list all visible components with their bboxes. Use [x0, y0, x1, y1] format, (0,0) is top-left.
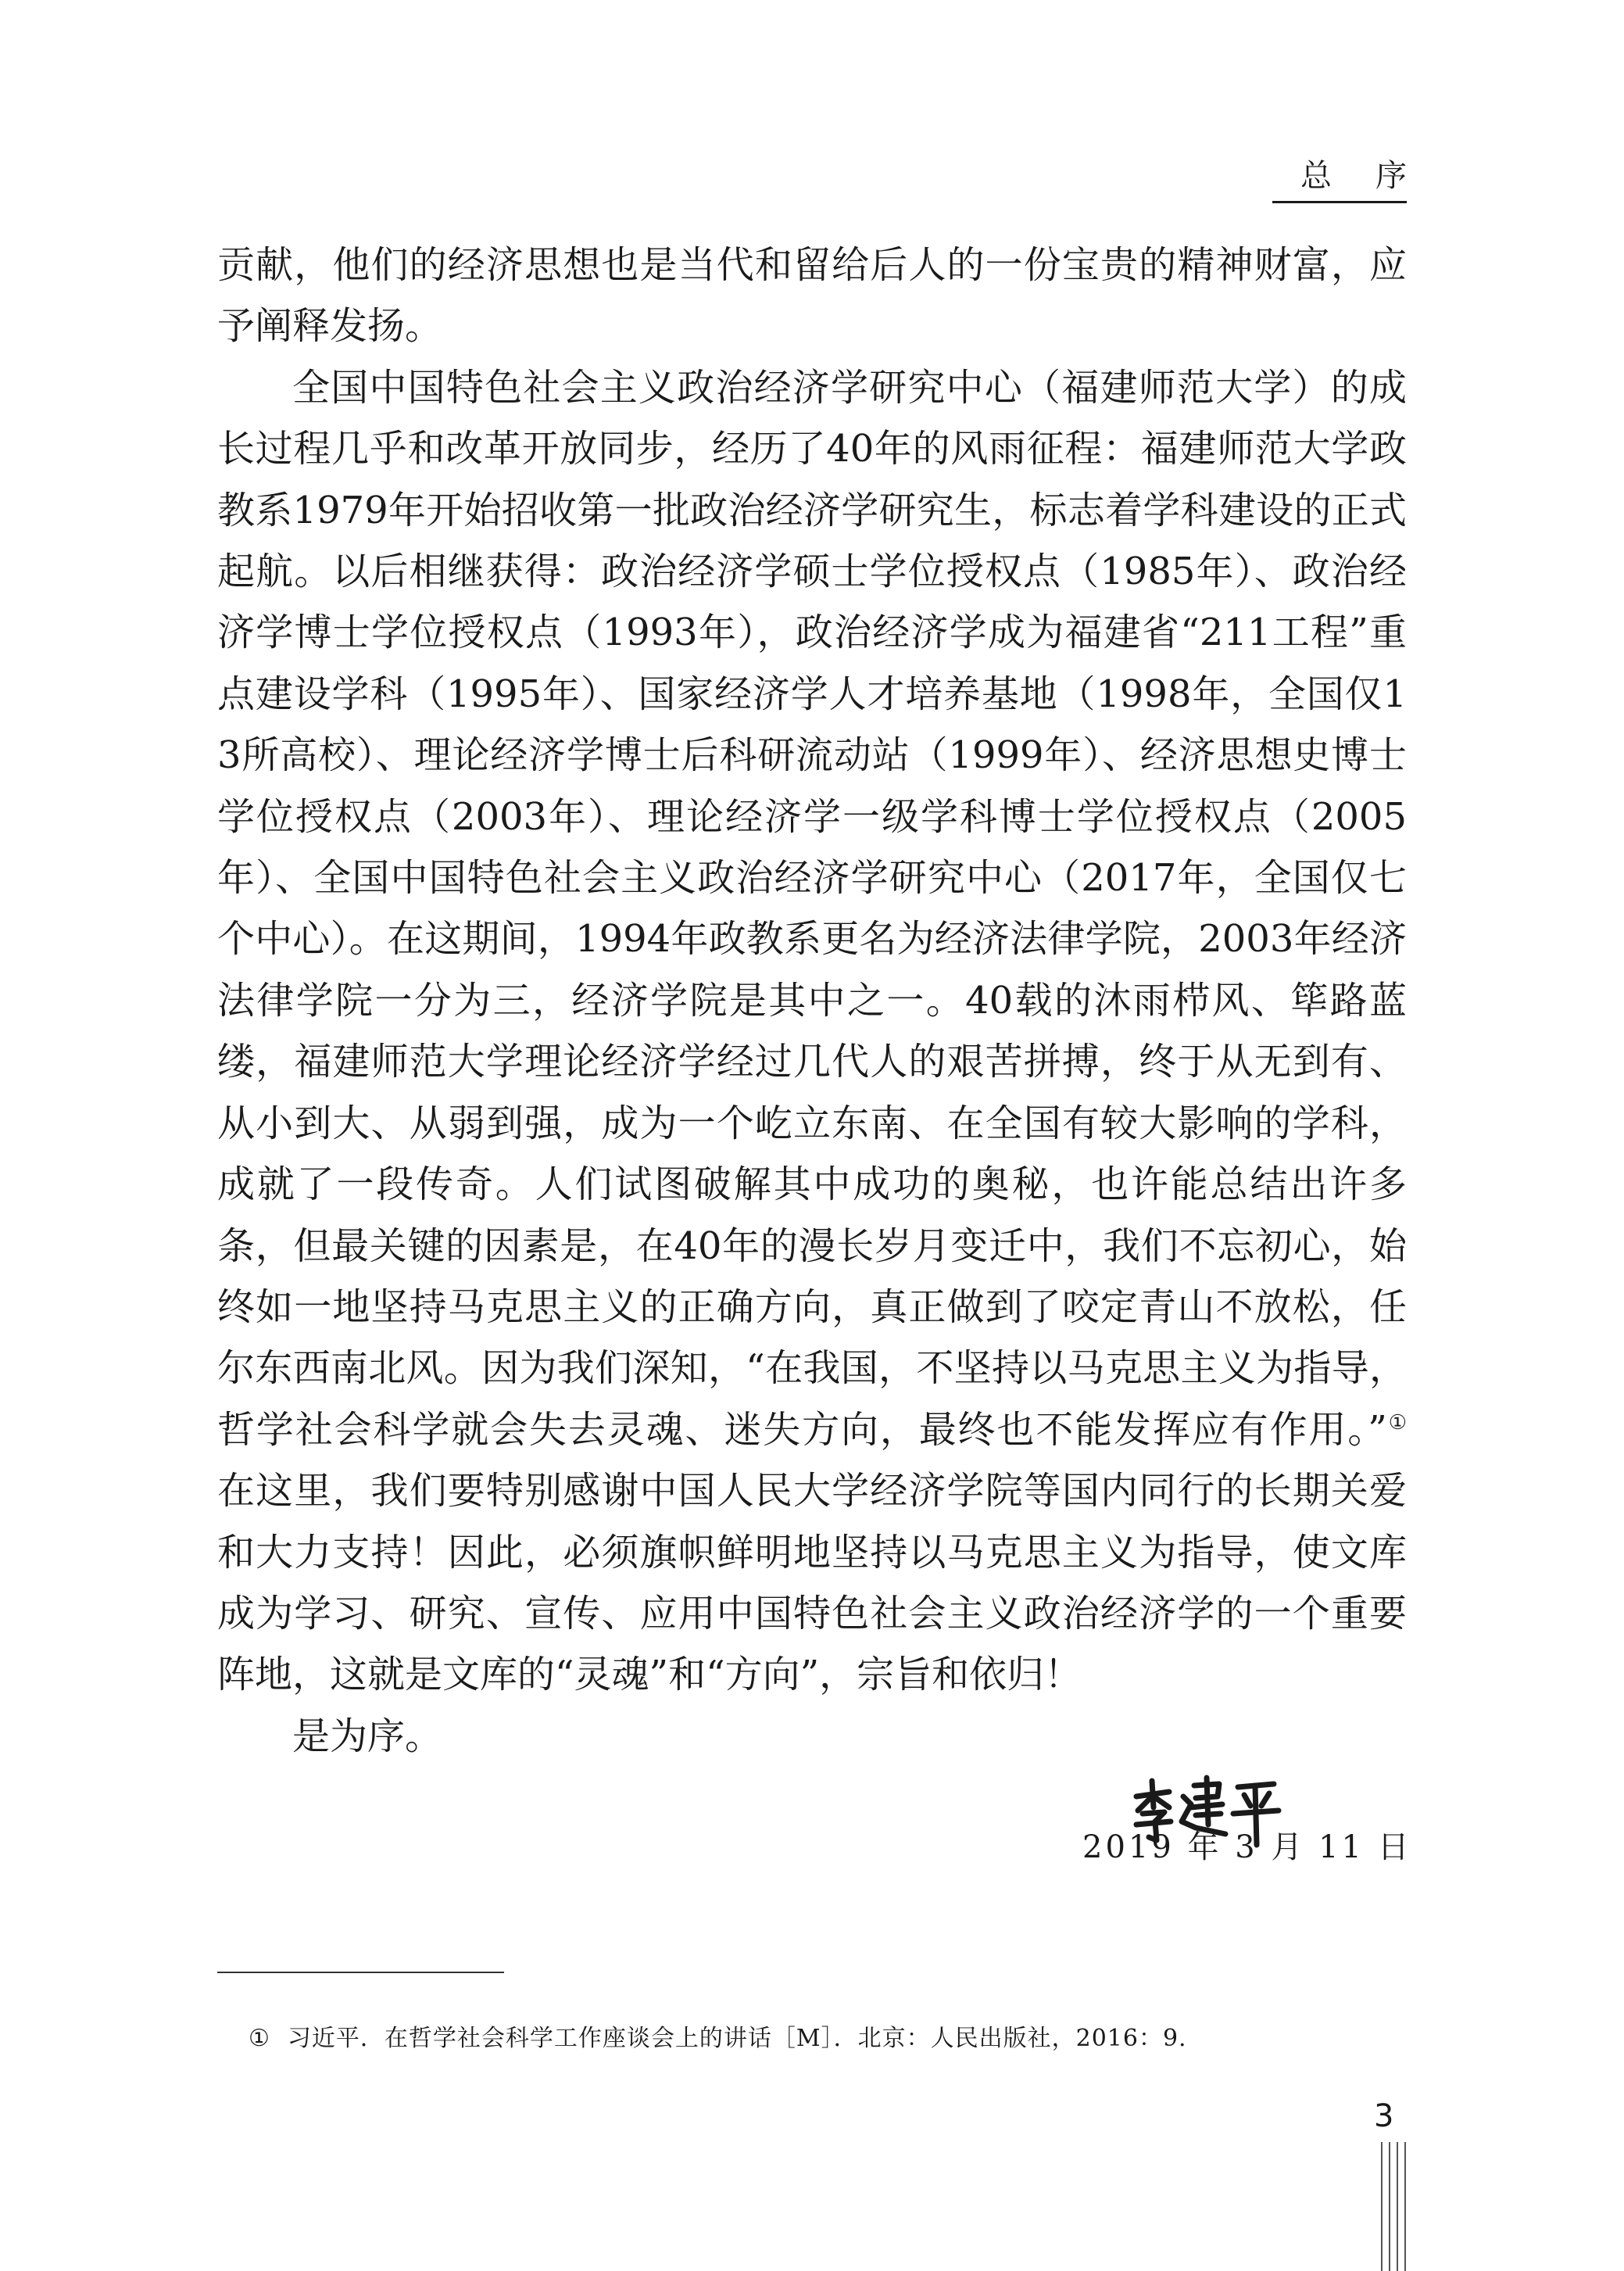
- page-number: 3: [1374, 2098, 1394, 2134]
- footnote-marker: ①: [249, 2025, 270, 2052]
- running-head-title: 总序: [1300, 158, 1451, 194]
- paragraph-2-text: 全国中国特色社会主义政治经济学研究中心（福建师范大学）的成长过程几乎和改革开放同步，经历了40年的风雨征程：福建师范大学政教系1979年开始招收第一批政治经济学研究生，标志着学科建设的正式起航。以后相继获得：政治经济学硕士学位授权点（1985年）、政治经济学博士学位授权点（1993年），政治经济学成为福建省“211工程”重点建设学科（1995年）、国家经济学人才培养基地（1998年，全国仅13所高校）、理论经济学博士后科研流动站（1999年）、经济思想史博士学位授权点（2003年）、理论经济学一级学科博士学位授权点（2005年）、全国中国特色社会主义政治经济学研究中心（2017年，全国仅七个中心）。在这期间，1994年政教系更名为经济法律学院，2003年经济法律学院一分为三，经济学院是其中之一。40载的沐雨栉风、筚路蓝缕，福建师范大学理论经济学经过几代人的艰苦拼搏，终于从无到有、从小到大、从弱到强，成为一个屹立东南、在全国有较大影响的学科，成就了一段传奇。人们试图破解其中成功的奥秘，也许能总结出许多条，但最关键的因素是，在40年的漫长岁月变迁中，我们不忘初心，始终如一地坚持马克思主义的正确方向，真正做到了咬定青山不放松，任尔东西南北风。因为我们深知，“在我国，不坚持以马克思主义为指导，哲学社会科学就会失去灵魂、迷失方向，最终也不能发挥应有作用。”: [217, 365, 1407, 1452]
- paragraph-3-text: 是为序。: [292, 1714, 443, 1758]
- signature-date: 2019 年 3 月 11 日: [1082, 1829, 1412, 1865]
- paragraph-2: [217, 357, 1407, 1706]
- paragraph-1-text: 贡献，他们的经济思想也是当代和留给后人的一份宝贵的精神财富，应予阐释发扬。: [217, 243, 1407, 349]
- running-head: [1272, 156, 1451, 203]
- paragraph-1: [217, 235, 1407, 357]
- paragraph-3: [217, 1706, 1407, 1767]
- page-edge-lines: [1379, 2142, 1411, 2271]
- footnote: [249, 2023, 1187, 2054]
- paragraph-2-text-after: 在这里，我们要特别感谢中国人民大学经济学院等国内同行的长期关爱和大力支持！因此，必须旗帜鲜明地坚持以马克思主义为指导，使文库成为学习、研究、宣传、应用中国特色社会主义政治经济学的一个重要阵地，这就是文库的“灵魂”和“方向”，宗旨和依归！: [217, 1469, 1407, 1697]
- footnote-text: 习近平．在哲学社会科学工作座谈会上的讲话［M］．北京：人民出版社，2016：9.: [287, 2025, 1187, 2052]
- footnote-reference[interactable]: ①: [1386, 1410, 1407, 1435]
- body-text: [217, 235, 1407, 1767]
- running-head-rule: [1272, 201, 1407, 203]
- footnote-rule: [217, 1972, 504, 1973]
